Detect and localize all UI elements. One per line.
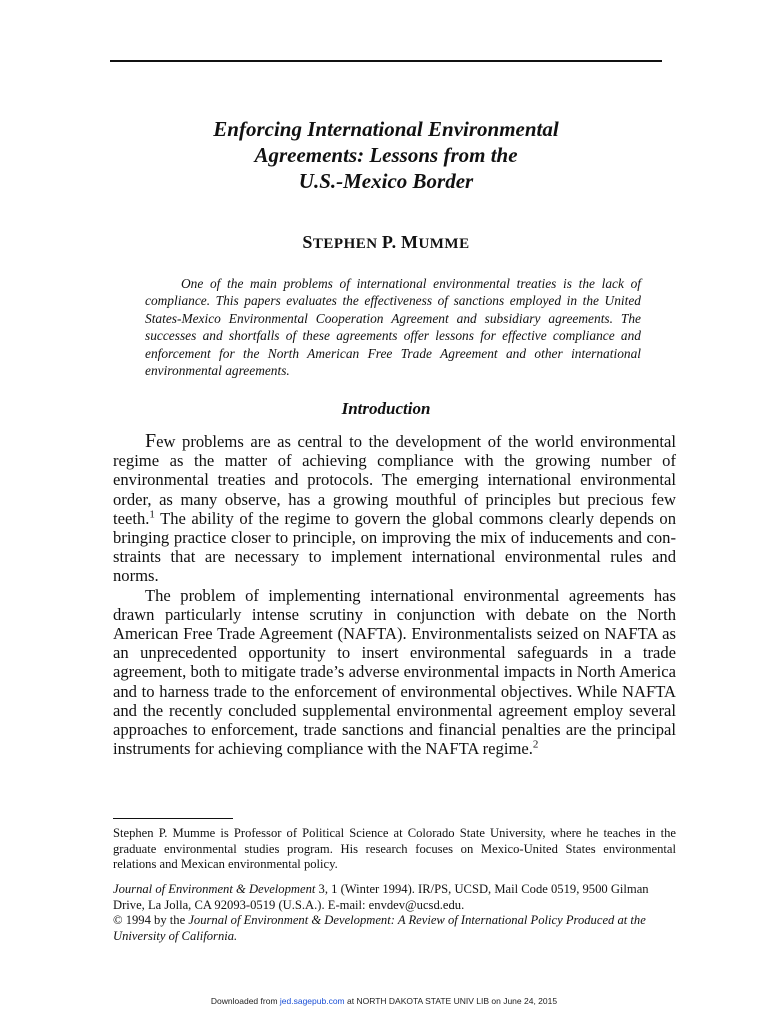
journal-link[interactable]: jed.sagepub.com — [279, 996, 345, 1006]
download-notice: Downloaded from jed.sagepub.com at NORTH DAKOTA STATE UNIV LIB on June 24, 2015 — [210, 996, 558, 1006]
author-name: STEPHEN P. MUMME — [302, 232, 470, 252]
paragraph-1: Few problems are as central to the development of the world environmental regime as the matter of achieving compliance with the growing number of environmental treaties and protocols. The emerging international environmental order, as many observe, has a growing mouthful of principles but precious few teeth.$^1$ The ability of the regime to govern the global commons clearly depends on bringing practice closer to principle, on improving the mix of inducements and constraints that are necessary to implement international environmental rules and norms. — [113, 430, 676, 586]
footnote-ref-1[interactable]: 1 — [149, 508, 155, 521]
title-line-3: U.S.-Mexico Border — [298, 169, 474, 193]
paragraph-2: The problem of implementing international environmental agreements has drawn particularly intense scrutiny in conjunction with debate on the North American Free Trade Agreement (NAFTA). Environmentalists seized on NAFTA as an unprecedented opportunity to insert environmental safeguards in a trade agreement, both to mitigate trade’s adverse environmental impacts in North America and to harness trade to the enforcement of environmental objectives. While NAFTA and the recently concluded supplemental environmental agreement employ several approaches to enforcement, trade sanctions and financial penalties are the principal instruments for achieving compliance with the NAFTA regime.$^2$ — [113, 585, 676, 759]
abstract: One of the main problems of international environmental treaties is the lack of compliance. This papers evaluates the effectiveness of sanctions employed in the United States-Mexico Environmental Cooperation Agreement and subsidiary agreements. The successes and shortfalls of these agreements offer lessons for effective compliance and enforcement for the North American Free Trade Agreement and other international environmental agreements. — [145, 276, 641, 379]
footnote-ref-2[interactable]: 2 — [532, 738, 539, 751]
journal-info: Journal of Environment & Development 3, 1 (Winter 1994). IR/PS, UCSD, Mail Code 0519, 9500 Gilman Drive, La Jolla, CA 92093-0519 (U.S.A.). E-mail: envdev@ucsd.edu. © 1994 by the Journal of Environment & Development: A Review of International Policy Produced at the University of California. — [113, 882, 649, 943]
top-rule — [110, 60, 662, 62]
footnote-rule — [113, 818, 233, 819]
author-bio: Stephen P. Mumme is Professor of Political Science at Colorado State University, where he teaches in the graduate environmental studies program. His research focuses on Mexico-United States environmental relations and Mexican environmental policy. — [113, 826, 676, 872]
title-line-2: Agreements: Lessons from the — [254, 143, 518, 167]
body-text — [113, 432, 676, 758]
title-line-1: Enforcing International Environmental — [213, 117, 559, 141]
article-title — [110, 116, 662, 194]
drop-cap: F — [145, 430, 157, 452]
section-heading: Introduction — [341, 399, 431, 418]
